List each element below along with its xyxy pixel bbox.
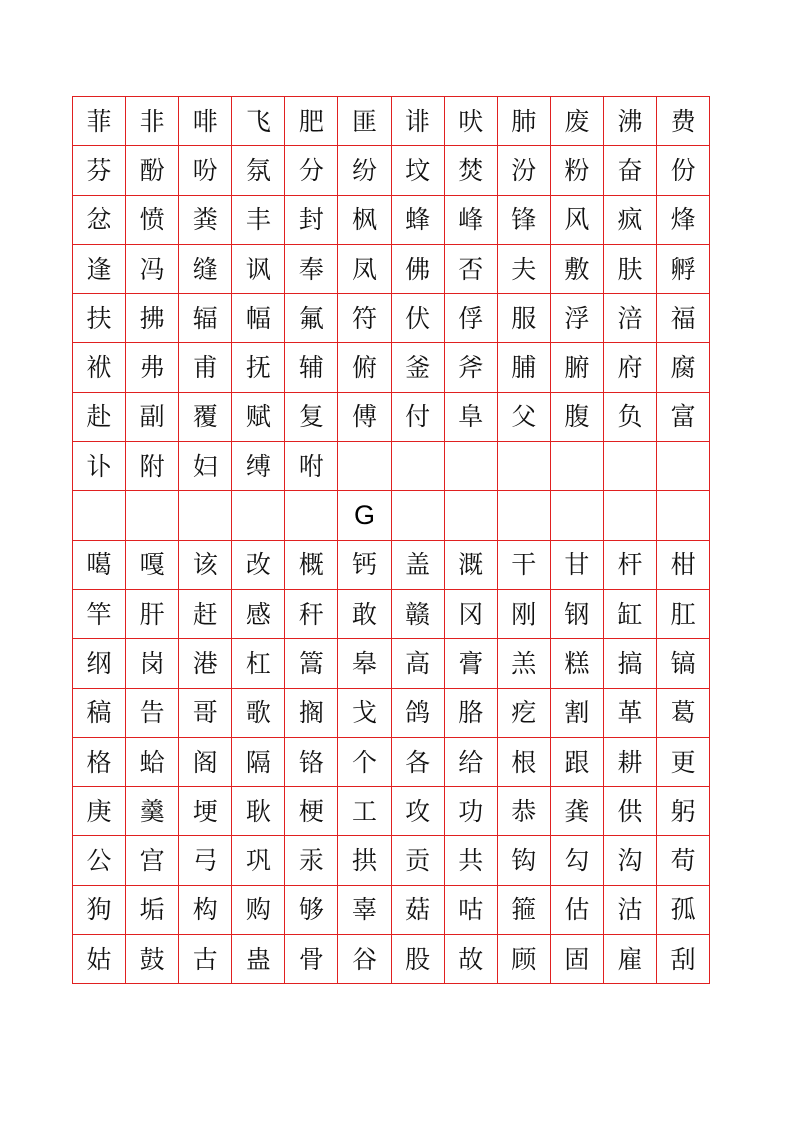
character-cell: 干 [498, 541, 551, 590]
character-cell: 俯 [338, 343, 391, 392]
character-cell: 膏 [445, 639, 498, 688]
character-cell: 愤 [126, 196, 179, 245]
empty-grid-cell [392, 491, 445, 540]
character-cell: 赋 [232, 393, 285, 442]
character-cell: 戈 [338, 689, 391, 738]
character-cell: 奋 [604, 146, 657, 195]
character-cell: 巩 [232, 836, 285, 885]
character-cell: 搞 [604, 639, 657, 688]
empty-grid-cell [657, 491, 710, 540]
character-cell: 孤 [657, 886, 710, 935]
character-cell: 肛 [657, 590, 710, 639]
character-cell: 肝 [126, 590, 179, 639]
character-cell: 吩 [179, 146, 232, 195]
character-cell: 缚 [232, 442, 285, 491]
character-cell: 勾 [551, 836, 604, 885]
character-cell: 汾 [498, 146, 551, 195]
character-cell: 赶 [179, 590, 232, 639]
character-cell: 功 [445, 787, 498, 836]
character-cell: 拱 [338, 836, 391, 885]
character-cell: 烽 [657, 196, 710, 245]
character-cell: 芬 [73, 146, 126, 195]
character-cell: 龚 [551, 787, 604, 836]
character-cell: 副 [126, 393, 179, 442]
character-cell: 搁 [285, 689, 338, 738]
character-cell: 跟 [551, 738, 604, 787]
empty-grid-cell [604, 491, 657, 540]
character-cell: 疯 [604, 196, 657, 245]
character-cell: 杆 [604, 541, 657, 590]
character-cell: 费 [657, 97, 710, 146]
character-cell: 肤 [604, 245, 657, 294]
empty-grid-cell [232, 491, 285, 540]
character-cell: 甘 [551, 541, 604, 590]
character-cell: 鼓 [126, 935, 179, 984]
character-cell: 菲 [73, 97, 126, 146]
character-cell: 羹 [126, 787, 179, 836]
character-cell: 焚 [445, 146, 498, 195]
character-cell: 雇 [604, 935, 657, 984]
character-cell: 份 [657, 146, 710, 195]
character-cell: 富 [657, 393, 710, 442]
character-cell: 耿 [232, 787, 285, 836]
character-cell: 姑 [73, 935, 126, 984]
character-cell: 感 [232, 590, 285, 639]
empty-grid-cell [338, 442, 391, 491]
character-cell: 福 [657, 294, 710, 343]
character-cell: 啡 [179, 97, 232, 146]
character-cell: 更 [657, 738, 710, 787]
character-cell: 工 [338, 787, 391, 836]
character-cell: 讣 [73, 442, 126, 491]
character-cell: 估 [551, 886, 604, 935]
character-cell: 伏 [392, 294, 445, 343]
character-cell: 古 [179, 935, 232, 984]
character-cell: 蜂 [392, 196, 445, 245]
character-cell: 隔 [232, 738, 285, 787]
empty-grid-cell [498, 491, 551, 540]
character-cell: 钢 [551, 590, 604, 639]
character-cell: 告 [126, 689, 179, 738]
character-cell: 溉 [445, 541, 498, 590]
character-cell: 宫 [126, 836, 179, 885]
character-cell: 咐 [285, 442, 338, 491]
character-cell: 辅 [285, 343, 338, 392]
character-cell: 腐 [657, 343, 710, 392]
character-cell: 斧 [445, 343, 498, 392]
character-cell: 埂 [179, 787, 232, 836]
character-cell: 港 [179, 639, 232, 688]
character-cell: 服 [498, 294, 551, 343]
character-cell: 忿 [73, 196, 126, 245]
character-cell: 丰 [232, 196, 285, 245]
character-cell: 铬 [285, 738, 338, 787]
character-cell: 吠 [445, 97, 498, 146]
character-cell: 个 [338, 738, 391, 787]
character-cell: 构 [179, 886, 232, 935]
character-cell: 谷 [338, 935, 391, 984]
character-cell: 粉 [551, 146, 604, 195]
character-cell: 付 [392, 393, 445, 442]
character-cell: 佛 [392, 245, 445, 294]
character-cell: 刚 [498, 590, 551, 639]
section-letter-heading: G [338, 491, 391, 540]
character-cell: 沸 [604, 97, 657, 146]
character-cell: 刮 [657, 935, 710, 984]
character-cell: 坟 [392, 146, 445, 195]
character-cell: 疙 [498, 689, 551, 738]
character-cell: 府 [604, 343, 657, 392]
character-cell: 涪 [604, 294, 657, 343]
character-cell: 镐 [657, 639, 710, 688]
character-cell: 附 [126, 442, 179, 491]
character-cell: 歌 [232, 689, 285, 738]
character-cell: 纷 [338, 146, 391, 195]
character-cell: 恭 [498, 787, 551, 836]
character-cell: 腑 [551, 343, 604, 392]
empty-grid-cell [657, 442, 710, 491]
character-cell: 梗 [285, 787, 338, 836]
character-cell: 风 [551, 196, 604, 245]
character-cell: 冈 [445, 590, 498, 639]
character-cell: 够 [285, 886, 338, 935]
character-cell: 妇 [179, 442, 232, 491]
character-cell: 菇 [392, 886, 445, 935]
character-cell: 赴 [73, 393, 126, 442]
character-cell: 肥 [285, 97, 338, 146]
character-cell: 改 [232, 541, 285, 590]
empty-grid-cell [179, 491, 232, 540]
character-cell: 孵 [657, 245, 710, 294]
character-cell: 杠 [232, 639, 285, 688]
empty-grid-cell [445, 491, 498, 540]
character-cell: 逢 [73, 245, 126, 294]
character-cell: 敢 [338, 590, 391, 639]
character-cell: 噶 [73, 541, 126, 590]
character-cell: 辐 [179, 294, 232, 343]
character-cell: 讽 [232, 245, 285, 294]
character-cell: 蛊 [232, 935, 285, 984]
character-cell: 浮 [551, 294, 604, 343]
character-cell: 敷 [551, 245, 604, 294]
character-cell: 咕 [445, 886, 498, 935]
character-cell: 给 [445, 738, 498, 787]
character-cell: 氟 [285, 294, 338, 343]
character-cell: 该 [179, 541, 232, 590]
character-grid [72, 96, 710, 984]
character-cell: 匪 [338, 97, 391, 146]
character-cell: 脯 [498, 343, 551, 392]
character-cell: 否 [445, 245, 498, 294]
character-cell: 粪 [179, 196, 232, 245]
character-cell: 符 [338, 294, 391, 343]
character-cell: 钩 [498, 836, 551, 885]
character-cell: 弗 [126, 343, 179, 392]
character-cell: 汞 [285, 836, 338, 885]
character-cell: 狗 [73, 886, 126, 935]
character-cell: 垢 [126, 886, 179, 935]
character-cell: 阁 [179, 738, 232, 787]
character-cell: 固 [551, 935, 604, 984]
character-cell: 酚 [126, 146, 179, 195]
character-cell: 苟 [657, 836, 710, 885]
character-cell: 沟 [604, 836, 657, 885]
character-cell: 复 [285, 393, 338, 442]
character-cell: 抚 [232, 343, 285, 392]
character-cell: 纲 [73, 639, 126, 688]
character-cell: 釜 [392, 343, 445, 392]
character-cell: 奉 [285, 245, 338, 294]
empty-grid-cell [604, 442, 657, 491]
character-cell: 庚 [73, 787, 126, 836]
empty-grid-cell [498, 442, 551, 491]
empty-grid-cell [551, 491, 604, 540]
character-cell: 甫 [179, 343, 232, 392]
character-cell: 锋 [498, 196, 551, 245]
empty-grid-cell [126, 491, 179, 540]
character-cell: 钙 [338, 541, 391, 590]
character-practice-sheet [72, 96, 710, 984]
character-cell: 葛 [657, 689, 710, 738]
character-cell: 箍 [498, 886, 551, 935]
character-cell: 辜 [338, 886, 391, 935]
character-cell: 赣 [392, 590, 445, 639]
character-cell: 高 [392, 639, 445, 688]
character-cell: 弓 [179, 836, 232, 885]
character-cell: 岗 [126, 639, 179, 688]
character-cell: 废 [551, 97, 604, 146]
character-cell: 根 [498, 738, 551, 787]
character-cell: 分 [285, 146, 338, 195]
character-cell: 供 [604, 787, 657, 836]
character-cell: 贡 [392, 836, 445, 885]
character-cell: 躬 [657, 787, 710, 836]
character-cell: 袱 [73, 343, 126, 392]
character-cell: 飞 [232, 97, 285, 146]
character-cell: 革 [604, 689, 657, 738]
character-cell: 扶 [73, 294, 126, 343]
character-cell: 覆 [179, 393, 232, 442]
character-cell: 胳 [445, 689, 498, 738]
character-cell: 格 [73, 738, 126, 787]
character-cell: 骨 [285, 935, 338, 984]
character-cell: 故 [445, 935, 498, 984]
empty-grid-cell [392, 442, 445, 491]
character-cell: 夫 [498, 245, 551, 294]
character-cell: 竿 [73, 590, 126, 639]
character-cell: 封 [285, 196, 338, 245]
character-cell: 公 [73, 836, 126, 885]
character-cell: 共 [445, 836, 498, 885]
character-cell: 幅 [232, 294, 285, 343]
character-cell: 购 [232, 886, 285, 935]
character-cell: 负 [604, 393, 657, 442]
character-cell: 沽 [604, 886, 657, 935]
character-cell: 俘 [445, 294, 498, 343]
character-cell: 傅 [338, 393, 391, 442]
character-cell: 糕 [551, 639, 604, 688]
character-cell: 蛤 [126, 738, 179, 787]
character-cell: 凤 [338, 245, 391, 294]
character-cell: 攻 [392, 787, 445, 836]
character-cell: 割 [551, 689, 604, 738]
character-cell: 氛 [232, 146, 285, 195]
character-cell: 诽 [392, 97, 445, 146]
character-cell: 哥 [179, 689, 232, 738]
character-cell: 秆 [285, 590, 338, 639]
character-cell: 篙 [285, 639, 338, 688]
character-cell: 非 [126, 97, 179, 146]
character-cell: 父 [498, 393, 551, 442]
character-cell: 嘎 [126, 541, 179, 590]
character-cell: 腹 [551, 393, 604, 442]
character-cell: 柑 [657, 541, 710, 590]
character-cell: 拂 [126, 294, 179, 343]
empty-grid-cell [445, 442, 498, 491]
character-cell: 顾 [498, 935, 551, 984]
empty-grid-cell [551, 442, 604, 491]
character-cell: 阜 [445, 393, 498, 442]
character-cell: 概 [285, 541, 338, 590]
character-cell: 盖 [392, 541, 445, 590]
character-cell: 缝 [179, 245, 232, 294]
character-cell: 各 [392, 738, 445, 787]
empty-grid-cell [285, 491, 338, 540]
character-cell: 稿 [73, 689, 126, 738]
character-cell: 肺 [498, 97, 551, 146]
character-cell: 鸽 [392, 689, 445, 738]
character-cell: 峰 [445, 196, 498, 245]
character-cell: 羔 [498, 639, 551, 688]
character-cell: 缸 [604, 590, 657, 639]
character-cell: 枫 [338, 196, 391, 245]
character-cell: 股 [392, 935, 445, 984]
empty-grid-cell [73, 491, 126, 540]
character-cell: 耕 [604, 738, 657, 787]
character-cell: 皋 [338, 639, 391, 688]
character-cell: 冯 [126, 245, 179, 294]
